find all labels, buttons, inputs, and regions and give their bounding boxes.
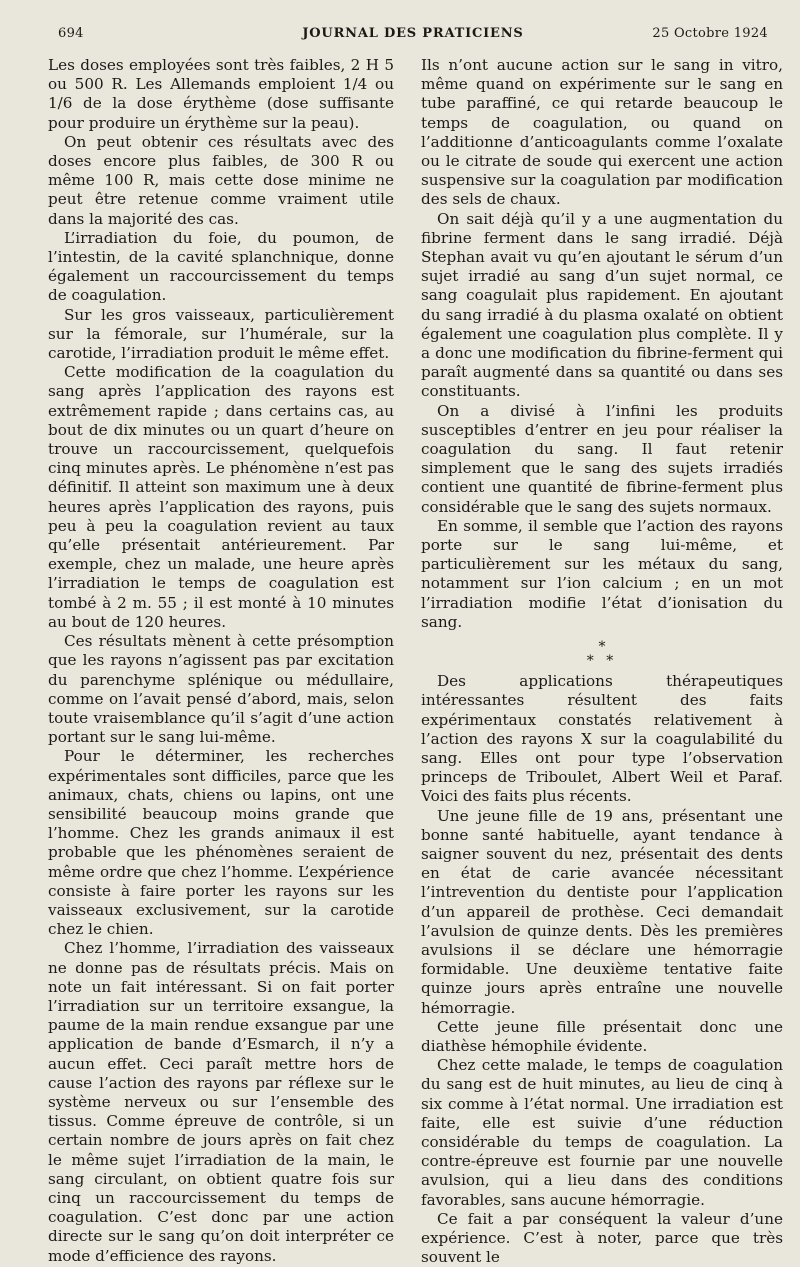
paragraph: On a divisé à l’infini les produits susceptibles d’entrer en jeu pour réaliser la coagulation du sang. Il faut retenir simplement que le sang des sujets irradiés contient une quantité de fibrine-ferment plus considérable que le sang des sujets normaux. [421, 401, 783, 516]
paragraph: Ils n’ont aucune action sur le sang in vitro, même quand on expérimente sur le sang en tube paraffiné, ce qui retarde beaucoup le temps de coagulation, ou quand on l’additionne d’anticoagulants comme l’oxalate ou le citrate de soude qui exercent une action suspensive sur la coagulation par modification des sels de chaux. [421, 56, 783, 209]
paragraph: Des applications thérapeutiques intéressantes résultent des faits expérimentaux constatés relativement à l’action des rayons X sur la coagulabilité du sang. Elles ont pour type l’observation princeps de Triboulet, Albert Weil et Paraf. Voici des faits plus récents. [421, 672, 783, 806]
paragraph: Pour le déterminer, les recherches expérimentales sont difficiles, parce que les animaux, chats, chiens ou lapins, ont une sensibilité beaucoup moins grande que l’homme. Chez les grands animaux il est probable que les phénomènes seraient de même ordre que chez l’homme. L’expérience consiste à faire porter les rayons sur les vaisseaux exclusivement, sur la carotide chez le chien. [48, 747, 394, 939]
left-column [48, 56, 394, 1266]
paragraph: On peut obtenir ces résultats avec des doses encore plus faibles, de 300 R ou même 100 R, mais cette dose minime ne peut être retenue comme vraiment utile dans la majorité des cas. [48, 132, 394, 228]
paragraph: L’irradiation du foie, du poumon, de l’intestin, de la cavité splanchnique, donne également un raccourcissement du temps de coagulation. [48, 228, 394, 305]
asterisk-bottom: * * [586, 653, 618, 670]
paragraph: Chez l’homme, l’irradiation des vaisseaux ne donne pas de résultats précis. Mais on note un fait intéressant. Si on fait porter l’irradiation sur un territoire exsangue, la paume de la main rendue exsangue par une application de bande d’Esmarch, il n’y a aucun effet. Ceci paraît mettre hors de cause l’action des rayons par réflexe sur le système nerveux ou sur l’ensemble des tissus. Comme épreuve de contrôle, si un certain nombre de jours après on fait chez le même sujet l’irradiation de la main, le sang circulant, on obtient quatre fois sur cinq un raccourcissement du temps de coagulation. C’est donc par une action directe sur le sang qu’on doit interpréter ce mode d’efficience des rayons. [48, 939, 394, 1265]
paragraph: Ces résultats mènent à cette présomption que les rayons n’agissent pas par excitation du parenchyme splénique ou médullaire, comme on l’avait pensé d’abord, mais, selon toute vraisemblance qu’il s’agit d’une action portant sur le sang lui-même. [48, 632, 394, 747]
right-column [421, 56, 783, 1267]
paragraph: Sur les gros vaisseaux, particulièrement sur la fémorale, sur l’humérale, sur la carotide, l’irradiation produit le même effet. [48, 305, 394, 363]
paragraph: En somme, il semble que l’action des rayons porte sur le sang lui-même, et particulièrement sur les métaux du sang, notamment sur l’ion calcium ; en un mot l’irradiation modifie l’état d’ionisation du sang. [421, 516, 783, 631]
asterisk-top: * [598, 639, 606, 656]
paragraph: Chez cette malade, le temps de coagulation du sang est de huit minutes, au lieu de cinq à six comme à l’état normal. Une irradiation est faite, elle est suivie d’une réduction considérable du temps de coagulation. La contre-épreuve est fournie par une nouvelle avulsion, qui a lieu dans des conditions favorables, sans aucune hémorragie. [421, 1056, 783, 1209]
paragraph: Cette jeune fille présentait donc une diathèse hémophile évidente. [421, 1017, 783, 1055]
running-header [58, 26, 768, 46]
journal-title: JOURNAL DES PRATICIENS [302, 26, 524, 41]
paragraph: Une jeune fille de 19 ans, présentant une bonne santé habituelle, ayant tendance à saigner souvent du nez, présentait des dents en état de carie avancée nécessitant l’intrevention du dentiste pour l’application d’un appareil de prothèse. Ceci demandait l’avulsion de quinze dents. Dès les premières avulsions il se déclare une hémorragie formidable. Une deuxième tentative faite quinze jours après entraîne une nouvelle hémorragie. [421, 806, 783, 1017]
section-separator [421, 640, 783, 668]
paragraph: Ce fait a par conséquent la valeur d’une expérience. C’est à noter, parce que très souvent le [421, 1209, 783, 1267]
issue-date: 25 Octobre 1924 [652, 26, 768, 41]
page-number: 694 [58, 26, 84, 41]
paragraph: On sait déjà qu’il y a une augmentation du fibrine ferment dans le sang irradié. Déjà Stephan avait vu qu’en ajoutant le sérum d’un sujet irradié au sang d’un sujet normal, ce sang coagulait plus rapidement. En ajoutant du sang irradié à du plasma oxalaté on obtient également une coagulation plus complète. Il y a donc une modification du fibrine-ferment qui paraît augmenté dans sa quantité ou dans ses constituants. [421, 209, 783, 401]
paragraph: Cette modification de la coagulation du sang après l’application des rayons est extrêmement rapide ; dans certains cas, au bout de dix minutes ou un quart d’heure on trouve un raccourcissement, quelquefois cinq minutes après. Le phénomène n’est pas définitif. Il atteint son maximum une à deux heures après l’application des rayons, puis peu à peu la coagulation revient au taux qu’elle présentait antérieurement. Par exemple, chez un malade, une heure après l’irradiation le temps de coagulation est tombé à 2 m. 55 ; il est monté à 10 minutes au bout de 120 heures. [48, 363, 394, 631]
paragraph: Les doses employées sont très faibles, 2 H 5 ou 500 R. Les Allemands emploient 1/4 ou 1/6 de la dose érythème (dose suffisante pour produire un érythème sur la peau). [48, 56, 394, 132]
